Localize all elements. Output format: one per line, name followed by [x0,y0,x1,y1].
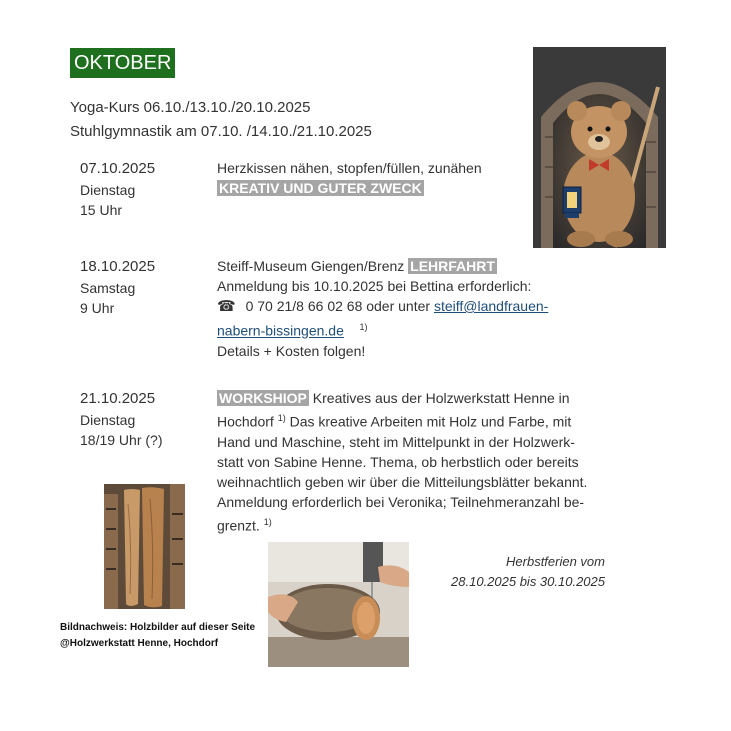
event-1-date-block [80,158,155,220]
courses-block [70,96,372,144]
footnote-marker: 1) [263,516,272,527]
email-link[interactable]: steiff@landfrauen- [433,298,549,314]
holiday-dates: 28.10.2025 bis 30.10.2025 [451,574,605,589]
event-3-description [217,388,637,535]
bandsaw-photo [268,542,409,667]
event-tag: KREATIV UND GUTER ZWECK [219,180,422,196]
details-text: Details + Kosten folgen! [217,342,366,359]
teddy-bear-photo [533,47,666,248]
footnote-marker: 1) [359,322,368,332]
event-2-date-block [80,256,155,318]
event-text: Herzkissen nähen, stopfen/füllen, zunähen [217,160,482,176]
image-credit [60,620,255,652]
event-date: 21.10.2025 [80,390,156,407]
event-tag: LEHRFAHRT [410,258,495,274]
month-heading: OKTOBER [70,48,175,78]
event-text: Steiff-Museum Giengen/Brenz [217,258,405,274]
event-text: Hochdorf [217,413,274,430]
course-line: Stuhlgymnastik am 07.10. /14.10./21.10.2025 [70,123,372,140]
event-3-date-block [80,388,162,450]
event-date: 18.10.2025 [80,258,156,275]
autumn-holiday-note [440,552,605,592]
telephone-icon: ☎ [217,298,236,315]
event-time: 9 Uhr [80,300,115,316]
event-text: Kreatives aus der Holzwerkstatt Henne in [312,390,570,406]
event-text: weihnachtlich geben wir über die Mitteilungsblätter bekannt. [217,473,588,490]
email-link-continued[interactable]: nabern-bissingen.de [217,322,344,339]
course-line: Yoga-Kurs 06.10./13.10./20.10.2025 [70,99,311,116]
event-text: grenzt. [217,517,260,534]
phone-number: 0 70 21/8 66 02 68 oder unter [245,298,431,314]
event-1-description [217,158,637,198]
event-time: 15 Uhr [80,202,123,218]
event-tag: WORKSHIOP [219,390,307,406]
registration-text: Anmeldung bis 10.10.2025 bei Bettina erforderlich: [217,278,532,294]
event-text: Anmeldung erforderlich bei Veronika; Teilnehmeranzahl be- [217,493,585,510]
event-text: Hand und Maschine, steht im Mittelpunkt in der Holzwerk- [217,433,575,450]
event-text: Das kreative Arbeiten mit Holz und Farbe, mit [289,413,572,430]
wooden-planks-photo [104,484,185,609]
footnote-marker: 1) [277,413,286,423]
credit-line: @Holzwerkstatt Henne, Hochdorf [60,638,219,649]
holiday-line: Herbstferien vom [506,554,605,569]
event-2-description [217,256,637,361]
event-date: 07.10.2025 [80,160,156,177]
event-weekday: Samstag [80,280,136,296]
event-text: statt von Sabine Henne. Thema, ob herbstlich oder bereits [217,453,579,470]
credit-line: Bildnachweis: Holzbilder auf dieser Seite [60,622,256,633]
event-weekday: Dienstag [80,412,136,428]
event-weekday: Dienstag [80,182,136,198]
event-time: 18/19 Uhr (?) [80,432,163,448]
